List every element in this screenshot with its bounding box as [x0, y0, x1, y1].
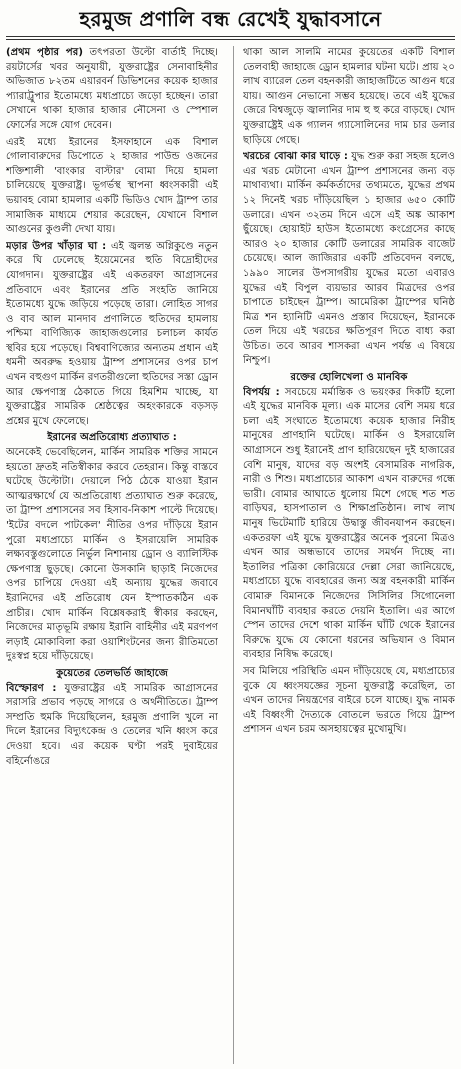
paragraph-text: সব মিলিয়ে পরিস্থিতি এমন দাঁড়িয়েছে যে, মধ্যপ্রাচ্যের বুকে যে ধ্বংসযজ্ঞের সূচনা যুক্তরাষ্ট্র করেছিল, তা এখন তাদের নিয়ন্ত্রণের বাইরে চলে যাচ্ছে। যুদ্ধ নামক এই বিধ্বংসী দৈত্যকে বোতলে ভরতে গিয়ে ট্রাম্প প্রশাসন এখন চরম অসহায়ত্বের মুখোমুখি।: [243, 665, 455, 736]
headline: হরমুজ প্রণালি বন্ধ রেখেই যুদ্ধাবসানে: [79, 7, 382, 31]
subheading: মড়ার উপর খাঁড়ার ঘা :: [6, 240, 107, 252]
paragraph: [6, 136, 218, 238]
subheading: ইরানের অপ্রতিরোধ্য প্রত্যাঘাত :: [47, 432, 177, 444]
paragraph: [6, 446, 218, 665]
column-divider: [233, 46, 234, 1064]
paragraph: [243, 665, 455, 738]
headline-rule-bottom: [6, 39, 455, 40]
subheading: বিস্ফোরণ :: [6, 682, 57, 694]
paragraph: [243, 386, 455, 663]
left-column: [6, 46, 218, 1066]
paragraph-text: এরই মধ্যে ইরানের ইসফাহানে এক বিশাল গোলাবারুদের ডিপোতে ২ হাজার পাউন্ড ওজনের শক্তিশালী 'বাংকার বাস্টার' বোমা দিয়ে হামলা চালিয়েছে যুক্তরাষ্ট্র। ভূগর্ভস্থ স্থাপনা ধ্বংসকারী এই ভয়াবহ বোমা হামলার একটি ভিডিও খোদ ট্রাম্প তার সামাজিক মাধ্যমে শেয়ার করেছেন, যেখানে বিশাল আগুনের কুণ্ডলী দেখা যায়।: [6, 136, 218, 236]
subheading: খরচের বোঝা কার ঘাড়ে :: [243, 151, 348, 163]
paragraph: [6, 682, 218, 770]
subheading: বিপর্যয় :: [243, 386, 280, 398]
paragraph: [6, 46, 218, 134]
paragraph: [243, 150, 455, 369]
paragraph-text: সবচেয়ে মর্মান্তিক ও ভয়ংকর দিকটি হলো এই যুদ্ধের মানবিক মূল্য। এক মাসের বেশি সময় ধরে চলা এই সংঘাতে ইতোমধ্যে কয়েক হাজার নিরীহ মানুষের প্রাণহানি ঘটেছে। মার্কিন ও ইসরায়েলি আগ্রাসনে শুধু ইরানেই প্রাণ হারিয়েছেন দুই হাজারের বেশি মানুষ, যাদের বড় অংশই বেসামরিক নাগরিক, নারী ও শিশু। মধ্যপ্রাচ্যের আকাশ এখন বারুদের গন্ধে ভারী। বোমার আঘাতে ধুলোয় মিশে গেছে শত শত বাড়িঘর, হাসপাতাল ও শিক্ষাপ্রতিষ্ঠান। লাখ লাখ মানুষ ভিটেমাটি হারিয়ে উদ্বাস্তু জীবনযাপন করছেন। একতরফা এই যুদ্ধে যুক্তরাষ্ট্রের অনেক পুরনো মিত্রও এখন আর অন্ধভাবে তাদের সমর্থন দিচ্ছে না। ইতালির পত্রিকা কোরিয়েরে দেল্লা সেরা জানিয়েছে, মধ্যপ্রাচ্যে যুদ্ধে ব্যবহারের জন্য অস্ত্র বহনকারী মার্কিন বোমারু বিমানকে নিজেদের সিসিলির সিগোনেলা বিমানঘাঁটি ব্যবহার করতে দেয়নি ইতালি। এর আগে স্পেন তাদের দেশে থাকা মার্কিন ঘাঁটি থেকে ইরানের বিরুদ্ধে যুদ্ধে যে কোনো ধরনের অভিযান ও বিমান ব্যবহার নিষিদ্ধ করেছে।: [243, 386, 455, 661]
paragraph-text: যুদ্ধ শুরু করা সহজ হলেও এর খরচ মেটানো এখন ট্রাম্প প্রশাসনের জন্য বড় মাথাব্যথা। মার্কিন কর্মকর্তাদের তথ্যমতে, যুদ্ধের প্রথম ১২ দিনেই খরচ দাঁড়িয়েছিল ১ হাজার ৬৫০ কোটি ডলারে। এখন ৩২তম দিনে এসে এই অঙ্ক আকাশ ছুঁয়েছে। হোয়াইট হাউস ইতোমধ্যে কংগ্রেসের কাছে আরও ২০ হাজার কোটি ডলারের সামরিক বাজেট চেয়েছে। আল জাজিরার একটি প্রতিবেদন বলছে, ১৯৯০ সালের উপসাগরীয় যুদ্ধের মতো এবারও যুদ্ধের এই বিপুল ব্যয়ভার আরব মিত্রদের ওপর চাপাতে চাইছেন ট্রাম্প। আমেরিকা ট্রাম্পের ঘনিষ্ঠ মিত্র শন হ্যানিটি এমনও প্রস্তাব দিয়েছেন, ইরানকে তেল দিয়ে এই খরচের ক্ষতিপূরণ দিতে বাধ্য করা উচিত। তবে আরব শাসকরা এখন পর্যন্ত এ বিষয়ে নিশ্চুপ।: [243, 151, 455, 367]
paragraph-text: অনেকেই ভেবেছিলেন, মার্কিন সামরিক শক্তির সামনে হয়তো দ্রুতই নতিস্বীকার করবে তেহরান। কিন্তু বাস্তবে ঘটেছে উল্টোটা। দেয়ালে পিঠ ঠেকে যাওয়া ইরান আত্মরক্ষার্থে যে অপ্রতিরোধ্য প্রত্যাঘাত শুরু করেছে, তা ট্রাম্প প্রশাসনের সব হিসাব-নিকাশ পাল্টে দিয়েছে। 'ইটের বদলে পাটকেল' নীতির ওপর দাঁড়িয়ে ইরান পুরো মধ্যপ্রাচ্যে মার্কিন ও ইসরায়েলি সামরিক লক্ষ্যবস্তুগুলোতে নির্ভুল নিশানায় ড্রোন ও ব্যালিস্টিক ক্ষেপণাস্ত্র ছুড়ছে। কোনো উসকানি ছাড়াই নিজেদের ওপর চাপিয়ে দেওয়া এই অন্যায় যুদ্ধের জবাবে ইরানিদের এই প্রতিরোধ যেন ইস্পাতকঠিন এক প্রাচীর। খোদ মার্কিন বিশ্লেষকরাই স্বীকার করছেন, নিজেদের মাতৃভূমি রক্ষায় ইরানি বাহিনীর এই মরণপণ লড়াই মোকাবিলা করা ওয়াশিংটনের জন্য রীতিমতো দুঃস্বপ্ন হয়ে দাঁড়িয়েছে।: [6, 447, 218, 663]
paragraph-text: যুক্তরাষ্ট্রের এই সামরিক আগ্রাসনের সরাসরি প্রভাব পড়ছে সাগরে ও অর্থনীতিতে। ট্রাম্প সম্প্রতি হুমকি দিয়েছিলেন, হরমুজ প্রণালি খুলে না দিলে ইরানের বিদ্যুৎকেন্দ্র ও তেলের খনি ধ্বংস করে দেওয়া হবে। এর কয়েক ঘণ্টা পরই দুবাইয়ের বহির্নোঙরে: [6, 682, 218, 767]
paragraph-text: এই জ্বলন্ত অগ্নিকুণ্ডে নতুন করে ঘি ঢেলেছে ইয়েমেনের হুতি বিদ্রোহীদের যোগদান। যুক্তরাষ্ট্রের এই একতরফা আগ্রাসনের প্রতিবাদে এবং ইরানের প্রতি সংহতি জানিয়ে ইতোমধ্যে যুদ্ধে জড়িয়ে পড়েছে তারা। লোহিত সাগর ও বাব আল মানদাব প্রণালিতে হুতিদের হামলায় পশ্চিমা বাণিজ্যিক জাহাজগুলোর চলাচল কার্যত স্থবির হয়ে পড়েছে। বিশ্ববাণিজ্যের অন্যতম প্রধান এই ধমনী অবরুদ্ধ হওয়ায় ট্রাম্প প্রশাসনের ওপর চাপ এখন বহুগুণ মার্কিন রণতরীগুলো হুতিদের সস্তা ড্রোন আর ক্ষেপণাস্ত্র ঠেকাতে গিয়ে হিমশিম খাচ্ছে, যা যুক্তরাষ্ট্রের সামরিক শ্রেষ্ঠত্বের অহংকারকে বড়সড় প্রশ্নের মুখে ফেলেছে।: [6, 240, 218, 427]
subheading: রক্তের হোলিখেলা ও মানবিক: [290, 372, 408, 384]
paragraph-text: তৎপরতা উল্টো বার্তাই দিচ্ছে। রয়টার্সের খবর অনুযায়ী, যুক্তরাষ্ট্রের সেনাবাহিনীর অভিজাত ৮২তম এয়ারবর্ন ডিভিশনের কয়েক হাজার প্যারাট্রুপার ইতোমধ্যে মধ্যপ্রাচ্যে জড়ো হচ্ছেন। তারা সেখানে থাকা হাজার হাজার নৌসেনা ও স্পেশাল ফোর্সের সঙ্গে যোগ দেবেন।: [6, 47, 218, 131]
paragraph: [6, 240, 218, 430]
lead-in: (প্রথম পৃষ্ঠার পর): [6, 47, 83, 58]
subheading: কুয়েতের তেলভর্তি জাহাজে: [56, 667, 168, 679]
paragraph-text: থাকা আল সালমি নামের কুয়েতের একটি বিশাল তেলবাহী জাহাজে ড্রোন হামলার ঘটনা ঘটে। প্রায় ২০ লাখ ব্যারেল তেল বহনকারী জাহাজটিতে আগুন ধরে যায়। আগুন নেভানো সম্ভব হয়েছে। তবে এই যুদ্ধের জেরে বিশ্বজুড়ে জ্বালানির দাম হু হু করে বাড়ছে। খোদ যুক্তরাষ্ট্রেই এক গ্যালন গ্যাসোলিনের দাম চার ডলার ছাড়িয়ে গেছে।: [243, 47, 455, 146]
paragraph: [243, 46, 455, 148]
headline-rule-top: [6, 36, 455, 37]
right-column: [243, 46, 455, 1066]
